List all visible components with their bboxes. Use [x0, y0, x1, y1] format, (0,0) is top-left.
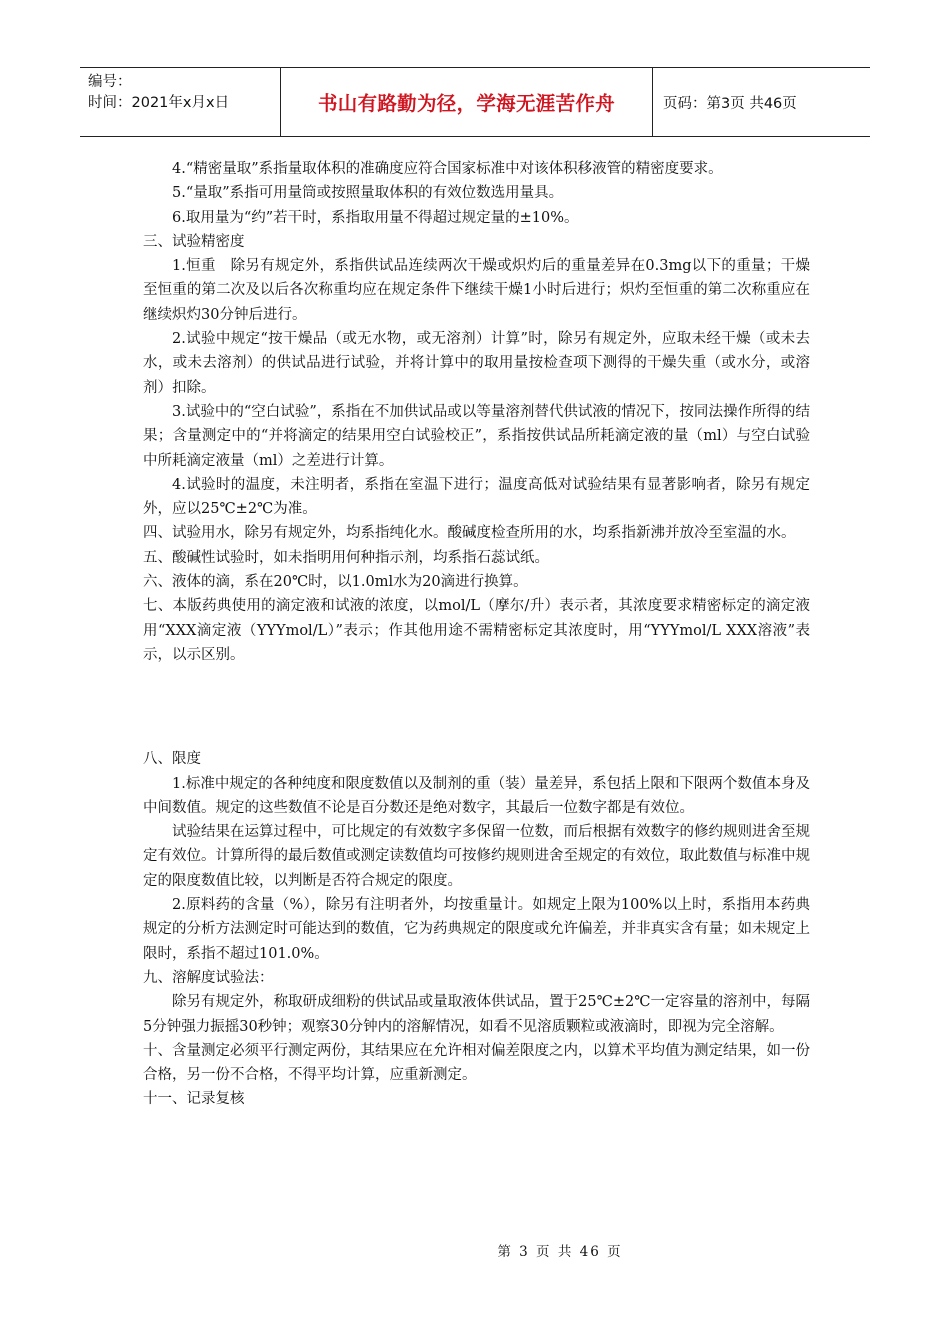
- header-page-number: 页码：第3页 共46页: [663, 95, 797, 112]
- body-paragraph: 八、限度: [143, 751, 201, 768]
- body-paragraph: 4.“精密量取”系指量取体积的准确度应符合国家标准中对该体积移液管的精密度要求。: [172, 161, 723, 177]
- body-section-upper: [143, 157, 810, 667]
- header-info: [80, 68, 281, 136]
- page-footer: 第 3 页 共 46 页: [497, 1244, 623, 1260]
- body-paragraph: 5.“量取”系指可用量筒或按照量取体积的有效位数选用量具。: [172, 185, 564, 202]
- body-paragraph: 四、试验用水，除另有规定外，均系指纯化水。酸碱度检查所用的水，均系指新沸并放冷至室温的水。: [143, 525, 796, 542]
- body-paragraph: 三、试验精密度: [143, 233, 245, 250]
- body-paragraph: 2.试验中规定“按干燥品（或无水物，或无溶剂）计算”时，除另有规定外，应取未经干燥（或未去水，或未去溶剂）的供试品进行试验，并将计算中的取用量按检查项下测得的干燥失重（或水分，或溶剂）扣除。: [143, 331, 810, 396]
- body-paragraph: 除另有规定外，称取研成细粉的供试品或量取液体供试品，置于25℃±2℃一定容量的溶剂中，每隔5分钟强力振摇30秒钟；观察30分钟内的溶解情况，如看不见溶质颗粒或液滴时，即视为完全溶解。: [143, 994, 810, 1035]
- body-paragraph: 3.试验中的“空白试验”，系指在不加供试品或以等量溶剂替代供试液的情况下，按同法操作所得的结果；含量测定中的“并将滴定的结果用空白试验校正”，系指按供试品所耗滴定液的量（ml）与空白试验中所耗滴定液量（ml）之差进行计算。: [143, 403, 810, 469]
- body-paragraph: 十一、记录复核: [143, 1091, 245, 1108]
- document-date: 时间：2021年x月x日: [88, 95, 230, 111]
- body-paragraph: 五、酸碱性试验时，如未指明用何种指示剂，均系指石蕊试纸。: [143, 549, 549, 566]
- document-body: [143, 157, 810, 1112]
- body-paragraph: 七、本版药典使用的滴定液和试液的浓度，以mol/L（摩尔/升）表示者，其浓度要求精密标定的滴定液用“XXX滴定液（YYYmol/L）”表示；作其他用途不需精密标定其浓度时，用“YYYmol/L XXX溶液”表示，以示区别。: [143, 598, 810, 663]
- blank-gap: [143, 667, 810, 747]
- document-number-label: 编号：: [88, 74, 132, 90]
- body-paragraph: 1.恒重 除另有规定外，系指供试品连续两次干燥或炽灼后的重量差异在0.3mg以下的重量；干燥至恒重的第二次及以后各次称重均应在规定条件下继续干燥1小时后进行；炽灼至恒重的第二次称重应在继续炽灼30分钟后进行。: [143, 258, 810, 323]
- body-paragraph: 九、溶解度试验法：: [143, 969, 274, 986]
- body-paragraph: 试验结果在运算过程中，可比规定的有效数字多保留一位数，而后根据有效数字的修约规则进舍至规定有效位。计算所得的最后数值或测定读数值均可按修约规则进舍至规定的有效位，取此数值与标准中规定的限度数值比较，以判断是否符合规定的限度。: [143, 824, 810, 889]
- body-paragraph: 十、含量测定必须平行测定两份，其结果应在允许相对偏差限度之内，以算术平均值为测定结果，如一份合格，另一份不合格，不得平均计算，应重新测定。: [143, 1042, 810, 1084]
- body-section-lower: [143, 747, 810, 1111]
- body-paragraph: 1.标准中规定的各种纯度和限度数值以及制剂的重（装）量差异，系包括上限和下限两个数值本身及中间数值。规定的这些数值不论是百分数还是绝对数字，其最后一位数字都是有效位。: [143, 775, 810, 816]
- body-paragraph: 6.取用量为“约”若干时，系指取用量不得超过规定量的±10%。: [172, 209, 579, 226]
- page-header: [80, 67, 870, 137]
- body-paragraph: 4.试验时的温度，未注明者，系指在室温下进行；温度高低对试验结果有显著影响者，除另有规定外，应以25℃±2℃为准。: [143, 476, 810, 518]
- body-paragraph: 六、液体的滴，系在20℃时，以1.0ml水为20滴进行换算。: [143, 574, 528, 591]
- header-motto: 书山有路勤为径，学海无涯苦作舟: [281, 68, 653, 136]
- body-paragraph: 2.原料药的含量（%），除另有注明者外，均按重量计。如规定上限为100%以上时，系指用本药典规定的分析方法测定时可能达到的数值，它为药典规定的限度或允许偏差，并非真实含有量；如未规定上限时，系指不超过101.0%。: [143, 897, 810, 962]
